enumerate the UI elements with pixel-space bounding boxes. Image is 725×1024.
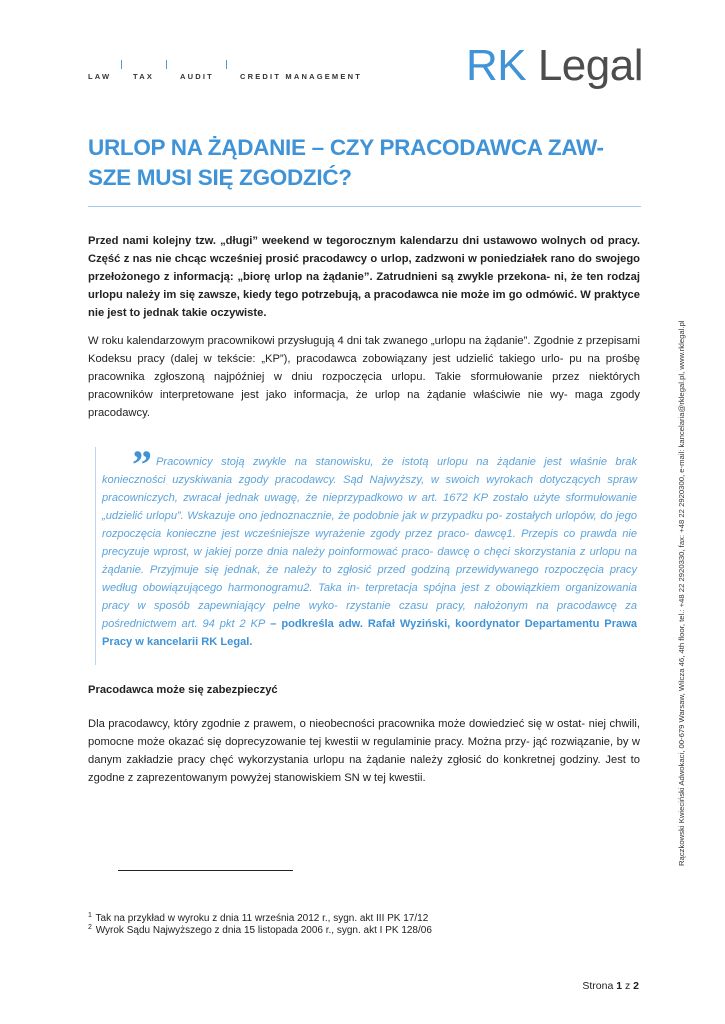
footnote-1-number: 1 (88, 912, 92, 919)
quote-text: Pracownicy stoją zwykle na stanowisku, że istotą urlopu na żądanie jest właśnie brak konieczności uzyskiwania zgody pracodawcy. Sąd Najwyższy, w swoich wyrokach dotyczących spraw pracowniczych, zwracał jednak uwagę, że nieprzypadkowo w art. 1672 KP zostało użyte sformułowanie „udzielić urlopu”. Wskazuje ono jednoznacznie, że podobnie jak w przypadku po- zostałych urlopów, do jego rozpoczęcia konieczne jest wcześniejsze wyrażenie zgody przez praco- dawcę1. Przepis co prawda nie precyzuje wprost, w jakiej porze dnia należy poinformować praco- dawcę o chęci skorzystania z urlopu na żądanie. Przyjmuje się jednak, że należy to zgłosić przed godziną przewidywanego rozpoczęcia pracy według obowiązującego harmonogramu2. Taka in- terpretacja spójna jest z obowiązkiem organizowania pracy w sposób zapewniający pełne wyko- rzystanie czasu pracy, nałożonym na pracodawcę za pośrednictwem art. 94 pkt 2 KP (102, 456, 637, 630)
nav-audit: AUDIT (180, 72, 214, 81)
page-separator: z (624, 980, 631, 992)
page-label: Strona (582, 980, 614, 992)
nav-divider (166, 60, 167, 69)
nav-divider (226, 60, 227, 69)
footnote-1-text: Tak na przykład w wyroku z dnia 11 września 2012 r., sygn. akt III PK 17/12 (95, 913, 429, 924)
article-title: URLOP NA ŻĄDANIE – CZY PRACODAWCA ZAW- SZE MUSI SIĘ ZGODZIĆ? (88, 135, 604, 190)
section-heading: Pracodawca może się zabezpieczyć (88, 684, 278, 696)
page-total: 2 (633, 980, 639, 992)
nav-law: LAW (88, 72, 112, 81)
page-number (582, 980, 639, 992)
quote-mark-icon: ” (132, 442, 152, 487)
quote-attribution: – podkreśla adw. Rafał Wyziński, koordynator Departamentu Prawa Pracy w kancelarii RK Legal. (102, 618, 637, 648)
nav-tax: TAX (133, 72, 155, 81)
lead-paragraph: Przed nami kolejny tzw. „długi” weekend w tegorocznym kalendarzu dni ustawowo wolnych od pracy. Część z nas nie chcąc wcześniej prosić pracodawcy o urlop, zadzwoni w poniedziałek rano do swojego przełożonego z informacją: „biorę urlop na żądanie”. Zatrudnieni są zwykle przekona- ni, że ten rodzaj urlopu należy im się zawsze, kiedy tego potrzebują, a pracodawca nie może im go odmówić. W praktyce nie jest to jednak takie oczywiste. (88, 235, 640, 319)
nav-divider (121, 60, 122, 69)
footnote-divider (118, 870, 293, 871)
nav-credit-management: CREDIT MANAGEMENT (240, 72, 362, 81)
logo-legal: Legal (537, 41, 643, 90)
title-divider (88, 206, 641, 207)
firm-contact-sidebar: Rączkowski Kwieciński Adwokaci, 00-679 Warsaw, Wilcza 46, 4th floor, tel.: +48 22 2920330, fax: +48 22 2920300, e-mail: kancelaria@rklegal.pl, www.rklegal.pl (677, 320, 686, 866)
expert-quote (102, 442, 637, 651)
logo-rk: RK (465, 41, 527, 90)
rk-legal-logo (466, 38, 643, 94)
services-nav (88, 60, 388, 82)
footnote-2-number: 2 (88, 924, 92, 931)
body-paragraph-1: W roku kalendarzowym pracownikowi przysługują 4 dni tak zwanego „urlopu na żądanie”. Zgodnie z przepisami Kodeksu pracy (dalej w tekście: „KP”), pracodawca zobowiązany jest udzielić takiego urlo- pu na prośbę pracownika zgłoszoną najpóźniej w dniu rozpoczęcia urlopu. Takie sformułowanie przez niektórych pracowników interpretowane jest jako informacja, że urlop na żądanie właściwie nie wy- maga zgody pracodawcy. (88, 335, 640, 419)
footnote-2-text: Wyrok Sądu Najwyższego z dnia 15 listopada 2006 r., sygn. akt I PK 128/06 (95, 925, 432, 936)
body-paragraph-2: Dla pracodawcy, który zgodnie z prawem, o nieobecności pracownika może dowiedzieć się w ostat- niej chwili, pomocne może okazać się doprecyzowanie tej kwestii w regulaminie pracy. Można przy- jąć rozwiązanie, by w danym zakładzie pracy chęć wykorzystania urlopu na żądanie należy zgłosić do konkretnej godziny. Jest to zgodne z zaprezentowanym powyżej stanowiskiem SN w tej kwestii. (88, 718, 640, 784)
expert-quote-block (95, 442, 641, 665)
page-current: 1 (616, 980, 623, 992)
footnote-2 (88, 922, 432, 937)
